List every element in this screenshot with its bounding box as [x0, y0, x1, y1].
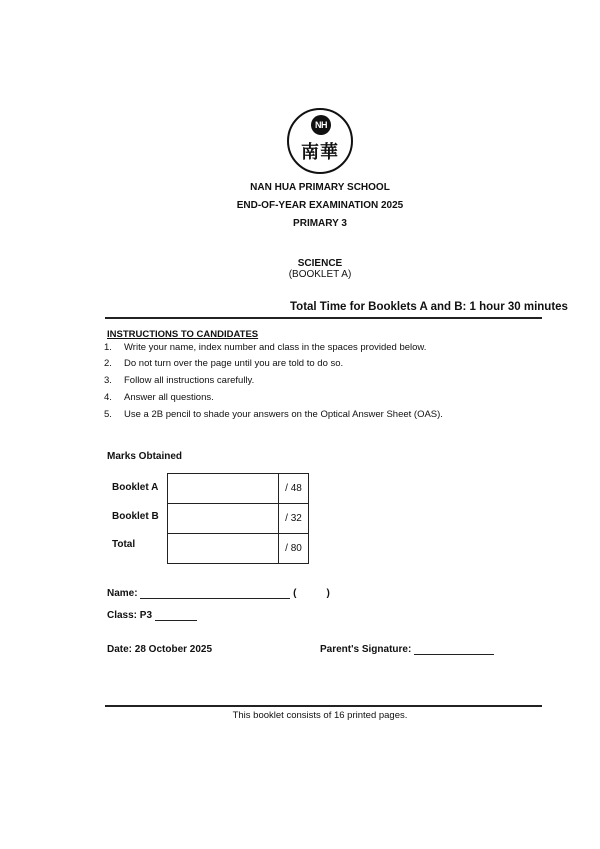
score-box-booklet-a[interactable]: [168, 474, 279, 504]
instruction-item: 5. Use a 2B pencil to shade your answers on the Optical Answer Sheet (OAS).: [104, 409, 443, 420]
instructions-heading: INSTRUCTIONS TO CANDIDATES: [107, 329, 259, 340]
instruction-item: 3. Follow all instructions carefully.: [104, 375, 255, 386]
school-logo: [287, 108, 353, 174]
divider-bottom: [105, 705, 542, 707]
booklet: (BOOKLET A): [288, 269, 352, 280]
total-time: Total Time for Booklets A and B: 1 hour 30 minutes: [290, 301, 568, 313]
max-marks: / 48: [279, 474, 309, 504]
signature-input-line[interactable]: [414, 654, 494, 655]
instruction-item: 4. Answer all questions.: [104, 392, 214, 403]
class-input-line[interactable]: [155, 620, 197, 621]
table-row: [168, 504, 309, 534]
row-label-booklet-b: Booklet B: [112, 511, 159, 522]
row-label-total: Total: [112, 539, 136, 550]
score-box-booklet-b[interactable]: [168, 504, 279, 534]
max-marks: / 80: [279, 534, 309, 564]
table-row: [168, 534, 309, 564]
class-field: [107, 610, 197, 621]
row-label-booklet-a: Booklet A: [112, 482, 159, 493]
instruction-item: 1. Write your name, index number and class in the spaces provided below.: [104, 342, 427, 353]
level: PRIMARY 3: [293, 218, 347, 229]
name-label: Name:: [107, 588, 138, 599]
marks-table: [167, 473, 309, 564]
instruction-item: 2. Do not turn over the page until you are told to do so.: [104, 358, 344, 369]
name-input-line[interactable]: [140, 598, 290, 599]
subject: SCIENCE: [297, 258, 343, 269]
logo-chinese-name: 南華: [301, 142, 339, 163]
score-box-total[interactable]: [168, 534, 279, 564]
signature-label: Parent's Signature:: [320, 644, 412, 655]
class-label: Class: P3: [107, 610, 153, 621]
exam-date: Date: 28 October 2025: [107, 644, 213, 655]
signature-field: [320, 644, 494, 655]
marks-heading: Marks Obtained: [107, 451, 183, 462]
divider-top: [105, 317, 542, 319]
max-marks: / 32: [279, 504, 309, 534]
logo-initials: NH: [311, 115, 331, 135]
exam-title: END-OF-YEAR EXAMINATION 2025: [236, 200, 404, 211]
page-count-note: This booklet consists of 16 printed pages.: [232, 710, 408, 721]
name-field: Name: ( ): [107, 588, 330, 599]
school-name: NAN HUA PRIMARY SCHOOL: [250, 182, 390, 193]
table-row: [168, 474, 309, 504]
